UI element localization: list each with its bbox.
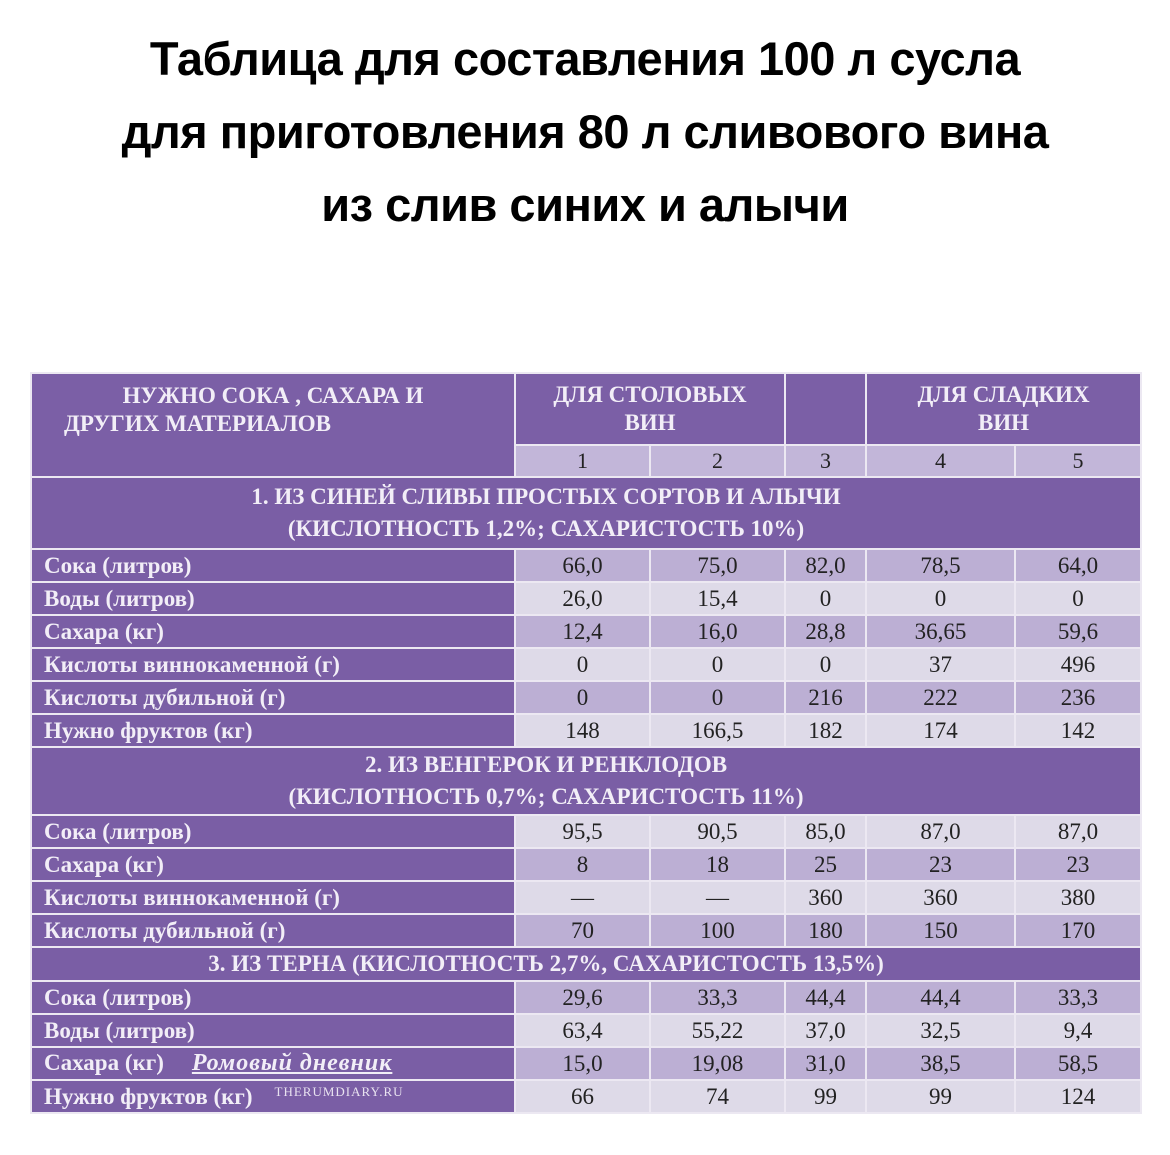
header-sweet-wines: ДЛЯ СЛАДКИХ ВИН (866, 373, 1141, 445)
column-number: 2 (650, 445, 785, 477)
table-row: Сахара (кг) 8 18 25 23 23 (31, 848, 1141, 881)
watermark-url: THERUMDIARY.RU (274, 1083, 404, 1099)
table-row: Кислоты виннокаменной (г) 0 0 0 37 496 (31, 648, 1141, 681)
column-number: 1 (515, 445, 650, 477)
page-title (0, 22, 1170, 241)
table-row: Сока (литров) 66,0 75,0 82,0 78,5 64,0 (31, 549, 1141, 582)
title-line-3: из слив синих и алычи (321, 178, 849, 231)
table-row: Сока (литров) 29,6 33,3 44,4 44,4 33,3 (31, 981, 1141, 1014)
row-label: Сахара (кг) (44, 1050, 164, 1075)
wine-must-table (30, 372, 1142, 1114)
table-row: Воды (литров) 63,4 55,22 37,0 32,5 9,4 (31, 1014, 1141, 1047)
header-empty (785, 373, 866, 445)
column-number: 3 (785, 445, 866, 477)
table-row: Кислоты дубильной (г) 70 100 180 150 170 (31, 914, 1141, 947)
table-row: Сока (литров) 95,5 90,5 85,0 87,0 87,0 (31, 815, 1141, 848)
table-row: Кислоты виннокаменной (г) — — 360 360 380 (31, 881, 1141, 914)
watermark-script: Ромовый дневник (191, 1050, 393, 1076)
table-row: Нужно фруктов (кг) 148 166,5 182 174 142 (31, 714, 1141, 747)
header-table-wines: ДЛЯ СТОЛОВЫХ ВИН (515, 373, 785, 445)
table-row: Воды (литров) 26,0 15,4 0 0 0 (31, 582, 1141, 615)
section-title: 2. ИЗ ВЕНГЕРОК И РЕНКЛОДОВ (КИСЛОТНОСТЬ 0,7%; САХАРИСТОСТЬ 11%) (31, 747, 1141, 815)
title-line-2: для приготовления 80 л сливового вина (121, 105, 1049, 158)
column-number: 4 (866, 445, 1015, 477)
column-number: 5 (1015, 445, 1141, 477)
header-materials: НУЖНО СОКА , САХАРА И ДРУГИХ МАТЕРИАЛОВ (31, 373, 515, 477)
row-label: Нужно фруктов (кг) (44, 1083, 253, 1109)
table-row: Кислоты дубильной (г) 0 0 216 222 236 (31, 681, 1141, 714)
table-row: Нужно фруктов (кг) $^{THERUMDIARY.RU}$ 66 74 99 99 124 (31, 1080, 1141, 1113)
table-row: Сахара (кг) Ромовый дневник 15,0 19,08 31,0 38,5 58,5 (31, 1047, 1141, 1080)
table-row: Сахара (кг) 12,4 16,0 28,8 36,65 59,6 (31, 615, 1141, 648)
section-title: 1. ИЗ СИНЕЙ СЛИВЫ ПРОСТЫХ СОРТОВ И АЛЫЧИ (КИСЛОТНОСТЬ 1,2%; САХАРИСТОСТЬ 10%) (31, 477, 1141, 549)
section-title: 3. ИЗ ТЕРНА (КИСЛОТНОСТЬ 2,7%, САХАРИСТОСТЬ 13,5%) (31, 947, 1141, 981)
title-line-1: Таблица для составления 100 л сусла (149, 32, 1021, 85)
